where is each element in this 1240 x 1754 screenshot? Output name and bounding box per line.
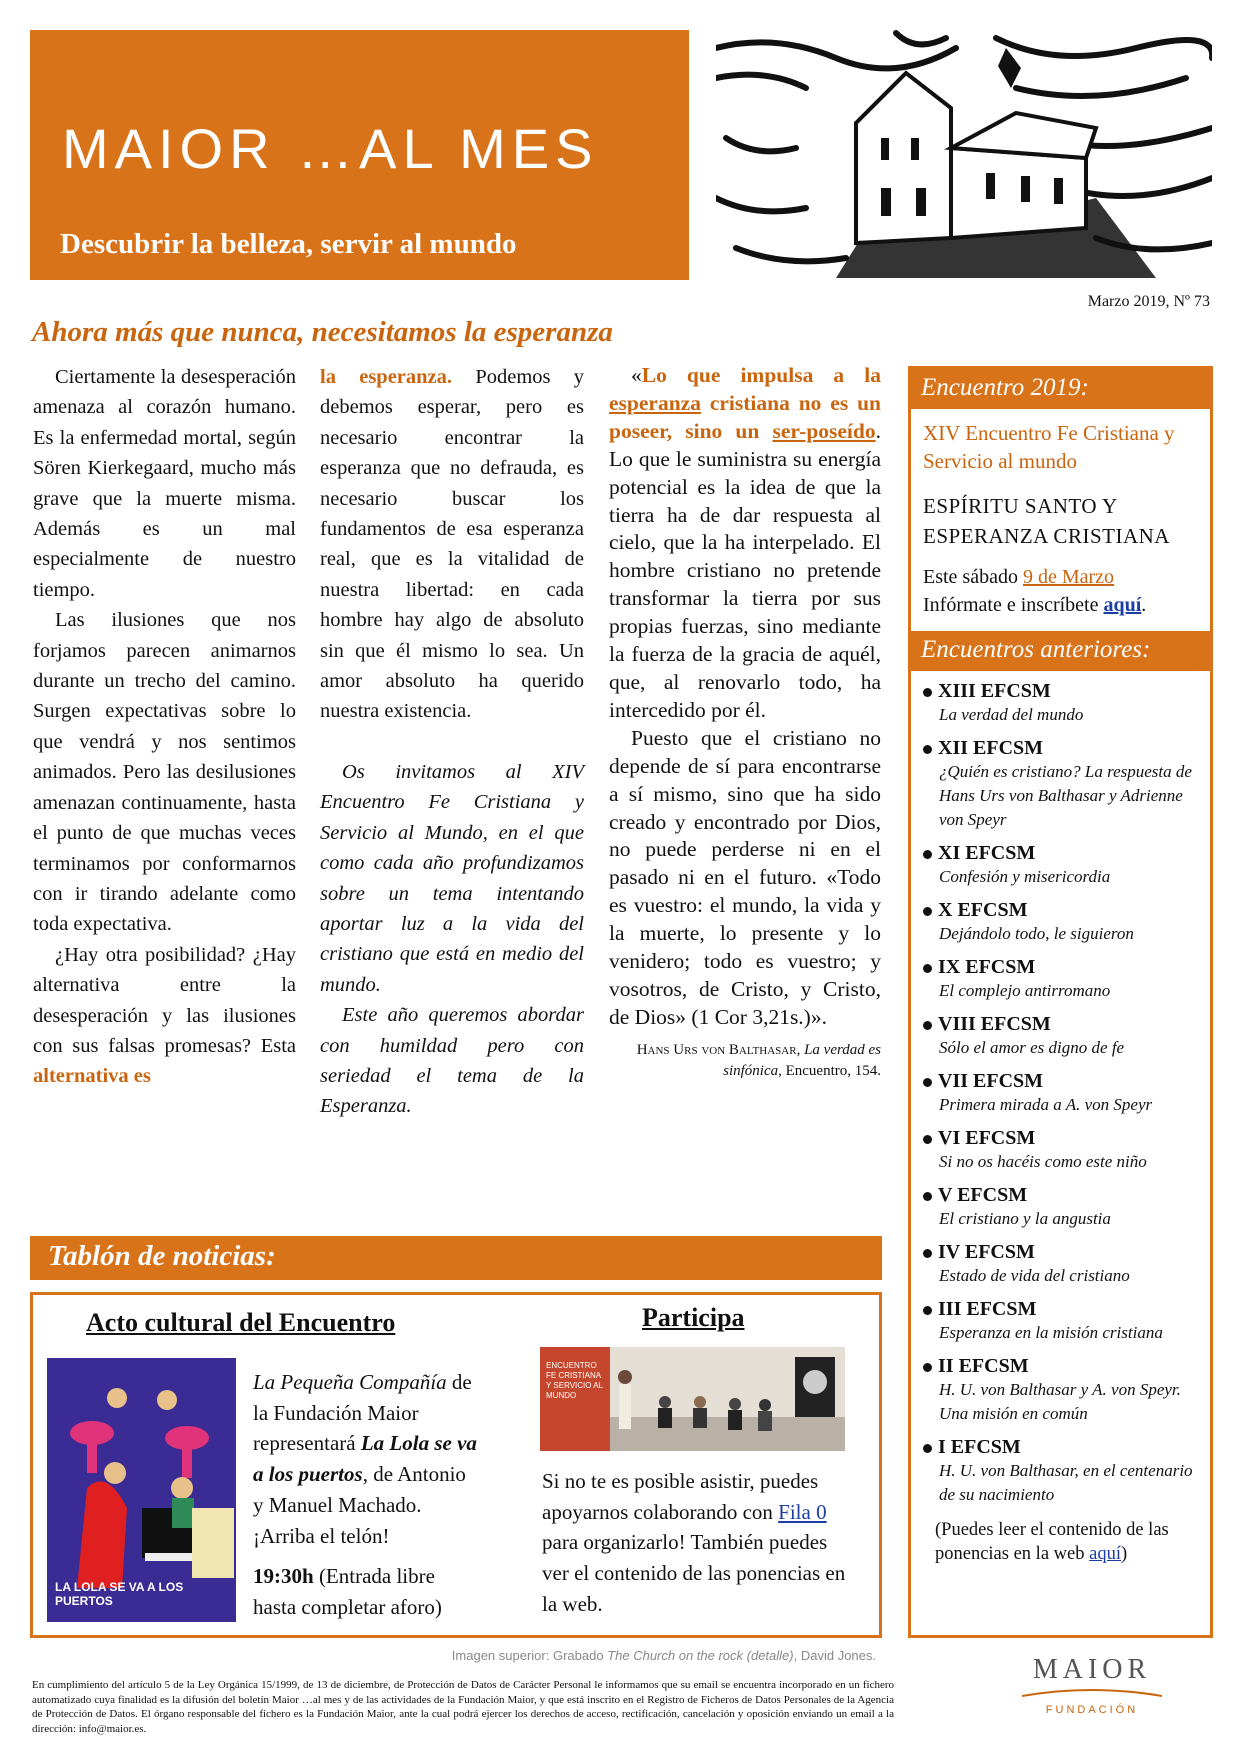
encuentro-number: V EFCSM bbox=[923, 1183, 1200, 1207]
ponencias-link[interactable]: aquí bbox=[1089, 1544, 1121, 1564]
encuentro-topic: Si no os hacéis como este niño bbox=[939, 1152, 1147, 1171]
newsletter-title: MAIOR …AL MES bbox=[62, 117, 599, 180]
bullet-icon bbox=[923, 1306, 932, 1315]
previous-encuentros-list bbox=[911, 671, 1210, 1507]
article-column-1 bbox=[33, 362, 296, 1092]
previous-encuentro-item bbox=[923, 736, 1200, 832]
image-credit: Imagen superior: Grabado The Church on the rock (detalle), David Jones. bbox=[451, 1648, 876, 1663]
previous-encuentro-item bbox=[923, 679, 1200, 727]
previous-encuentro-item bbox=[923, 841, 1200, 889]
bullet-icon bbox=[923, 1135, 932, 1144]
article-column-3 bbox=[609, 362, 881, 1082]
encuentro-2019-box bbox=[911, 409, 1210, 629]
encuentro-number: VII EFCSM bbox=[923, 1069, 1200, 1093]
participa-heading: Participa bbox=[642, 1303, 745, 1332]
invitation-paragraph: Este año queremos abordar con humildad pero con seriedad el tema de la Esperanza. bbox=[320, 1004, 584, 1118]
play-poster-image bbox=[47, 1358, 236, 1622]
previous-encuentro-item bbox=[923, 1435, 1200, 1507]
article-paragraph: la esperanza. Podemos y debemos esperar, pero es necesario encontrar la esperanza que no defrauda, es necesario buscar los fundamentos de esa esperanza real, que es la vitalidad de nuestra libertad: en cada hombre hay algo de absoluto sin que él mismo lo sea. Un amor absoluto ha querido nuestra existencia. bbox=[320, 366, 585, 723]
highlight-text: la esperanza. bbox=[320, 366, 453, 388]
newsletter-subtitle: Descubrir la belleza, servir al mundo bbox=[60, 228, 517, 260]
previous-encuentro-item bbox=[923, 1297, 1200, 1345]
participa-text: Si no te es posible asistir, puedes apoyarnos colaborando con Fila 0 para organizarlo! También puedes ver el contenido de las ponencias en la web. bbox=[542, 1469, 846, 1616]
encuentro-topic: Dejándolo todo, le siguieron bbox=[939, 924, 1134, 943]
encuentro-topic: Confesión y misericordia bbox=[939, 867, 1111, 886]
highlight-text: alternativa es bbox=[33, 1065, 151, 1088]
photo-banner-text: ENCUENTRO FE CRISTIANA Y SERVICIO AL MUNDO bbox=[546, 1361, 603, 1400]
legal-notice: En cumplimiento del artículo 5 de la Ley Orgánica 15/1999, de 13 de diciembre, de Protección de Datos de Carácter Personal le informamos que su email se encuentra incorporado en un fichero automatizado cuya finalidad es la difusión del boletín Maior …al mes y de las actividades de la Fundación Maior, y que está inscrito en el Registro de Ficheros de Datos Personales de la Agencia de Protección de Datos. El órgano responsable del fichero es la Fundación Maior, ante la cual podrá ejercer los derechos de acceso, rectificación, cancelación y oposición enviando un email a la dirección: info@maior.es. bbox=[32, 1679, 894, 1735]
encuentro-topic: ¿Quién es cristiano? La respuesta de Hans Urs von Balthasar y Adrienne von Speyr bbox=[939, 762, 1192, 829]
article-column-2 bbox=[320, 362, 584, 1122]
encuentro-number: XII EFCSM bbox=[923, 736, 1200, 760]
bullet-icon bbox=[923, 907, 932, 916]
quote-paragraph: «Lo que impulsa a la esperanza cristiana no es un poseer, sino un ser-poseído. Lo que le suministra su energía potencial es la idea de que la tierra ha de dar respuesta al cielo, que la ha interpelado. El hombre cristiano no pretende transformar la tierra por sus propias fuerzas, sino mediante la fuerza de la gracia de aquél, que, al renovarlo todo, ha intercedido por él. bbox=[609, 363, 881, 722]
bullet-icon bbox=[923, 1021, 932, 1030]
encuentro-topic: El cristiano y la angustia bbox=[939, 1209, 1111, 1228]
previous-encuentro-item bbox=[923, 1354, 1200, 1426]
encuentro-theme: ESPÍRITU SANTO Y ESPERANZA CRISTIANA bbox=[923, 494, 1170, 548]
encuentro-number: I EFCSM bbox=[923, 1435, 1200, 1459]
previous-encuentro-item bbox=[923, 898, 1200, 946]
encuentro-topic: La verdad del mundo bbox=[939, 705, 1084, 724]
bullet-icon bbox=[923, 850, 932, 859]
sidebar-heading: Encuentros anteriores: bbox=[911, 631, 1210, 671]
bullet-icon bbox=[923, 1363, 932, 1372]
encuentro-number: XI EFCSM bbox=[923, 841, 1200, 865]
encuentro-number: III EFCSM bbox=[923, 1297, 1200, 1321]
encuentro-number: IX EFCSM bbox=[923, 955, 1200, 979]
quote-signature: Hans Urs von Balthasar, La verdad es sinfónica, Encuentro, 154. bbox=[636, 1041, 881, 1079]
encuentro-topic: Estado de vida del cristiano bbox=[939, 1266, 1130, 1285]
invitation-paragraph: Os invitamos al XIV Encuentro Fe Cristiana y Servicio al Mundo, en el que como cada año profundizamos sobre un tema intentando aportar luz a la vida del cristiano que está en medio del mundo. bbox=[320, 760, 584, 996]
encuentro-number: IV EFCSM bbox=[923, 1240, 1200, 1264]
previous-encuentro-item bbox=[923, 1240, 1200, 1288]
bullet-icon bbox=[923, 1192, 932, 1201]
register-link[interactable]: aquí bbox=[1103, 594, 1142, 616]
cultural-act-heading: Acto cultural del Encuentro bbox=[86, 1308, 396, 1337]
bullet-icon bbox=[923, 1249, 932, 1258]
bullet-icon bbox=[923, 745, 932, 754]
article-paragraph: ¿Hay otra posibilidad? ¿Hay alternativa entre la desesperación y las ilusiones con sus falsas promesas? Esta alternativa es bbox=[33, 943, 296, 1088]
previous-encuentro-item bbox=[923, 1012, 1200, 1060]
encuentro-topic: H. U. von Balthasar y A. von Speyr. Una misión en común bbox=[939, 1380, 1181, 1423]
encuentro-topic: Sólo el amor es digno de fe bbox=[939, 1038, 1125, 1057]
encuentro-topic: El complejo antirromano bbox=[939, 981, 1111, 1000]
encuentro-topic: Esperanza en la misión cristiana bbox=[939, 1323, 1163, 1342]
previous-encuentro-item bbox=[923, 1183, 1200, 1231]
article-paragraph: Ciertamente la desesperación amenaza al corazón humano. Es la enfermedad mortal, según Sören Kierkegaard, mucho más grave que la muerte misma. Además es un mal especialmente de nuestro tiempo. bbox=[33, 366, 296, 601]
encuentro-title: XIV Encuentro Fe Cristiana y Servicio al mundo bbox=[923, 421, 1175, 473]
cultural-act-text: La Pequeña Compañía de la Fundación Maior representará La Lola se va a los puertos, de Antonio y Manuel Machado. ¡Arriba el telón! 19:30h (Entrada libre hasta completar aforo) bbox=[253, 1367, 481, 1623]
encuentro-topic: H. U. von Balthasar, en el centenario de su nacimiento bbox=[939, 1461, 1193, 1504]
encuentro-number: II EFCSM bbox=[923, 1354, 1200, 1378]
news-board-heading: Tablón de noticias: bbox=[30, 1236, 882, 1280]
previous-encuentro-item bbox=[923, 1126, 1200, 1174]
poster-title: LA LOLA SE VA A LOS PUERTOS bbox=[55, 1580, 184, 1608]
date-link[interactable]: 9 de Marzo bbox=[1022, 566, 1115, 588]
encuentro-number: VIII EFCSM bbox=[923, 1012, 1200, 1036]
masthead bbox=[30, 30, 689, 280]
church-woodcut-image bbox=[716, 28, 1212, 280]
fila0-link[interactable]: Fila 0 bbox=[778, 1499, 827, 1524]
encuentro-sidebar bbox=[908, 366, 1213, 1638]
bullet-icon bbox=[923, 1078, 932, 1087]
quote-paragraph: Puesto que el cristiano no depende de sí para encontrarse a sí mismo, sino que ha sido creado y encontrado por Dios, no puede perderse ni en el pasado ni en el futuro. «Todo es vuestro: el mundo, la vida y la muerte, lo presente y lo venidero; todo es vuestro; y vosotros, de Cristo, y Cristo, de Dios» (1 Cor 3,21s.)». bbox=[609, 725, 881, 1029]
encuentro-number: X EFCSM bbox=[923, 898, 1200, 922]
encuentro-photo-image bbox=[540, 1347, 845, 1451]
bullet-icon bbox=[923, 1444, 932, 1453]
issue-date: Marzo 2019, Nº 73 bbox=[1087, 293, 1210, 310]
bullet-icon bbox=[923, 688, 932, 697]
encuentro-number: XIII EFCSM bbox=[923, 679, 1200, 703]
cultural-act-time: 19:30h (Entrada libre hasta completar aforo) bbox=[253, 1564, 442, 1619]
article-headline: Ahora más que nunca, necesitamos la esperanza bbox=[32, 316, 613, 348]
encuentro-date: Este sábado 9 de Marzo Infórmate e inscríbete aquí. bbox=[923, 566, 1147, 616]
encuentro-number: VI EFCSM bbox=[923, 1126, 1200, 1150]
sidebar-heading: Encuentro 2019: bbox=[911, 369, 1210, 409]
previous-encuentro-item bbox=[923, 1069, 1200, 1117]
previous-encuentro-item bbox=[923, 955, 1200, 1003]
sidebar-footnote: (Puedes leer el contenido de las ponencias en la web aquí) bbox=[935, 1520, 1169, 1564]
bullet-icon bbox=[923, 964, 932, 973]
encuentro-topic: Primera mirada a A. von Speyr bbox=[939, 1095, 1153, 1114]
maior-logo: MAIOR FUNDACIÓN bbox=[992, 1654, 1192, 1716]
article-paragraph: Las ilusiones que nos forjamos parecen animarnos durante un trecho del camino. Surgen expectativas sobre lo que vendrá y nos sentimos animados. Pero las desilusiones amenazan continuamente, hasta el punto de que muchas veces terminamos por conformarnos con ir tirando adelante como toda expectativa. bbox=[33, 609, 296, 936]
